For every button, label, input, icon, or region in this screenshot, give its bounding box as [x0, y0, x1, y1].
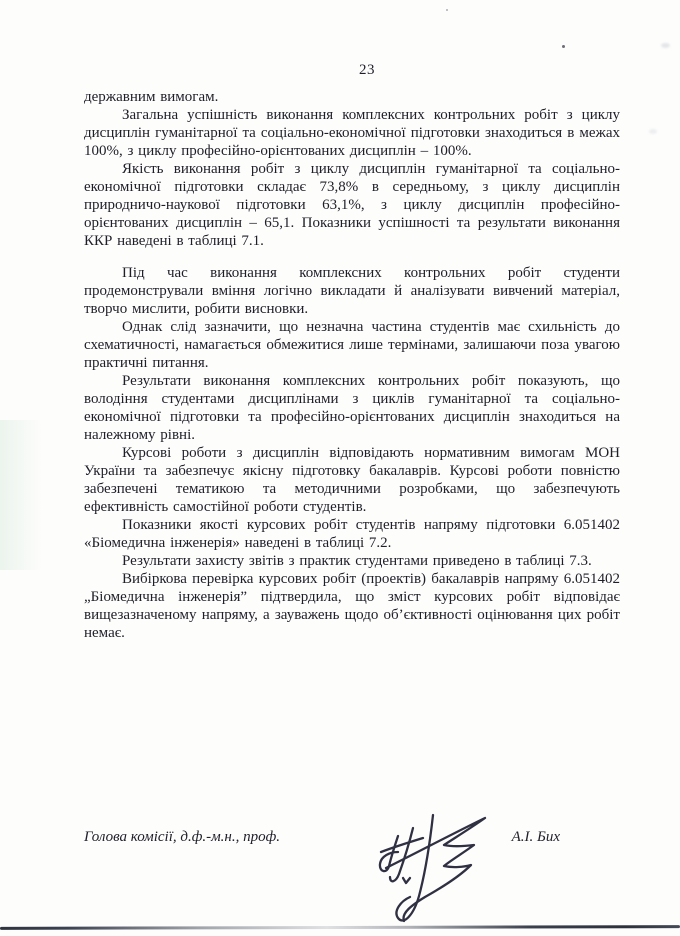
paragraph: державним вимогам. — [84, 89, 219, 105]
scan-speck — [562, 45, 565, 48]
paragraph: Результати виконання комплексних контрольних робіт показують, що володіння студентами дисциплінами з циклів гуманітарної та соціально-економічної підготовки та професійно-орієнтованих дисциплін знаходиться на належному рівні. — [84, 373, 620, 443]
paragraph: Під час виконання комплексних контрольних робіт студенти продемонстрували вміння логічно викладати й аналізувати вивчений матеріал, творчо мислити, робити висновки. — [84, 265, 620, 317]
paragraph: Однак слід зазначити, що незначна частина студентів має схильність до схематичності, намагається обмежитися лише термінами, залишаючи поза увагою практичні питання. — [84, 319, 620, 371]
paragraph: Курсові роботи з дисциплін відповідають нормативним вимогам МОН України та забезпечує якісну підготовку бакалаврів. Курсові роботи повністю забезпечені тематикою та методичними розробками, що забезпечують ефективність самостійної роботи студентів. — [84, 445, 620, 515]
paragraph: Результати захисту звітів з практик студентами приведено в таблиці 7.3. — [122, 553, 592, 569]
document-body — [84, 88, 620, 642]
page-edge-shadow — [0, 925, 680, 930]
paragraph: Якість виконання робіт з циклу дисциплін гуманітарної та соціально-економічної підготовки складає 73,8% в середньому, з циклу дисциплін природничо-наукової підготовки 63,1%, з циклу дисциплін професійно-орієнтованих дисциплін – 65,1. Показники успішності та результати виконання ККР наведені в таблиці 7.1. — [84, 161, 620, 249]
page-number: 23 — [359, 62, 375, 78]
signer-role-label: Голова комісії, д.ф.-м.н., проф. — [84, 829, 281, 845]
paragraph: Вибіркова перевірка курсових робіт (проектів) бакалаврів напряму 6.051402 „Біомедична інженерія” підтвердила, що зміст курсових робіт відповідає вищезазначеному напряму, а зауважень щодо об’єктивності оцінювання цих робіт немає. — [84, 571, 620, 641]
scan-smudge — [661, 43, 670, 48]
signature-block — [84, 828, 620, 846]
handwritten-signature-icon — [372, 783, 498, 935]
signer-name: А.І. Бих — [511, 829, 560, 845]
scan-smudge — [649, 129, 657, 134]
scan-speck — [446, 9, 448, 11]
scan-tint-artifact — [0, 420, 42, 570]
paragraph: Загальна успішність виконання комплексних контрольних робіт з циклу дисциплін гуманітарної та соціально-економічної підготовки знаходиться в межах 100%, з циклу професійно-орієнтованих дисциплін – 100%. — [84, 107, 620, 159]
paragraph: Показники якості курсових робіт студентів напряму підготовки 6.051402 «Біомедична інженерія» наведені в таблиці 7.2. — [84, 517, 620, 551]
